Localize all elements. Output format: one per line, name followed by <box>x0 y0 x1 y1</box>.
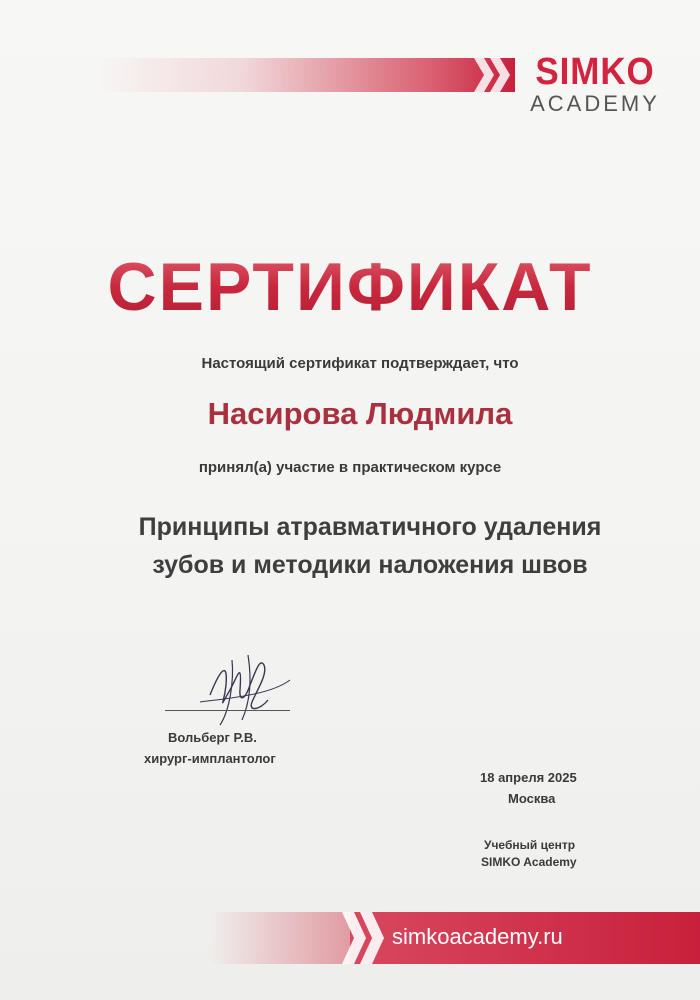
handwritten-signature <box>190 640 300 735</box>
top-chevrons-decoration <box>470 58 520 92</box>
logo-sub: ACADEMY <box>530 91 660 116</box>
logo-brand: SIMKO <box>535 51 655 93</box>
footer-fade-decoration <box>210 912 360 964</box>
signer-name: Вольберг Р.В. <box>168 730 257 745</box>
footer-chevrons-decoration <box>340 912 390 964</box>
signer-role: хирург-имплантолог <box>144 751 276 766</box>
confirm-text: Настоящий сертификат подтверждает, что <box>201 355 519 372</box>
certificate-title: СЕРТИФИКАТ <box>0 248 700 326</box>
issuer-line2: SIMKO Academy <box>481 855 577 869</box>
issue-city: Москва <box>508 791 556 806</box>
participation-text: принял(а) участие в практическом курсе <box>198 459 502 476</box>
course-title-line2: зубов и методики наложения швов <box>152 551 588 579</box>
top-banner-stripe <box>95 58 515 92</box>
course-title-line1: Принципы атравматичного удаления <box>138 513 602 541</box>
course-title <box>0 508 700 584</box>
issue-date: 18 апреля 2025 <box>480 770 577 785</box>
website-url: simkoacademy.ru <box>392 924 563 949</box>
recipient-name: Насирова Людмила <box>207 396 513 431</box>
simko-academy-logo <box>520 52 670 116</box>
signature-line <box>165 710 290 711</box>
issuer-line1: Учебный центр <box>484 838 576 852</box>
